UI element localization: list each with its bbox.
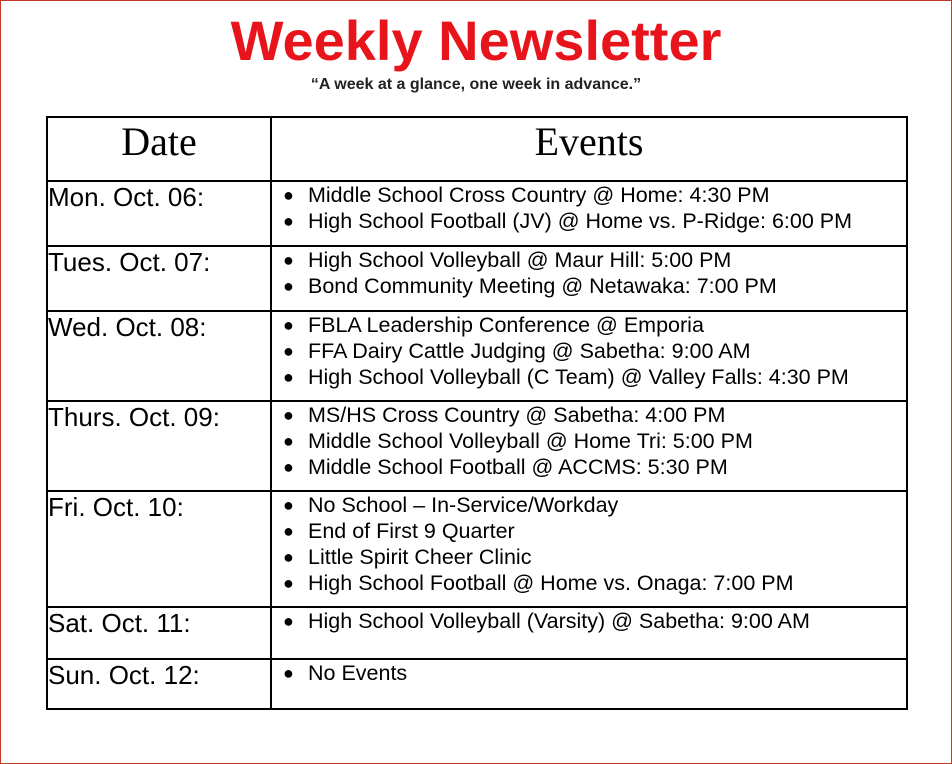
event-item [272,182,906,208]
bullet-icon: ● [283,521,294,541]
events-cell [271,607,907,659]
events-column-header: Events [271,117,907,181]
bullet-icon: ● [283,276,294,296]
table-row [47,491,907,607]
table-row [47,659,907,709]
bullet-icon: ● [283,185,294,205]
table-header-row [47,117,907,181]
event-item [272,608,906,634]
event-item [272,570,906,596]
event-text: FBLA Leadership Conference @ Emporia [308,313,704,337]
event-item [272,364,906,390]
table-row [47,181,907,246]
table-row [47,311,907,401]
date-cell: Tues. Oct. 07: [47,246,271,311]
date-cell: Sun. Oct. 12: [47,659,271,709]
event-text: High School Football @ Home vs. Onaga: 7:00 PM [308,571,794,595]
event-item [272,492,906,518]
bullet-icon: ● [283,211,294,231]
event-list [272,312,906,390]
event-text: Middle School Cross Country @ Home: 4:30 PM [308,183,770,207]
bullet-icon: ● [283,367,294,387]
date-cell: Fri. Oct. 10: [47,491,271,607]
events-cell [271,311,907,401]
events-cell [271,181,907,246]
event-list [272,492,906,596]
event-item [272,338,906,364]
table-row [47,246,907,311]
date-cell: Wed. Oct. 08: [47,311,271,401]
event-text: Middle School Football @ ACCMS: 5:30 PM [308,455,728,479]
event-item [272,518,906,544]
table-row [47,607,907,659]
event-list [272,247,906,299]
event-item [272,454,906,480]
events-table [46,116,908,710]
event-text: High School Volleyball @ Maur Hill: 5:00 PM [308,248,732,272]
events-cell [271,401,907,491]
events-cell [271,491,907,607]
bullet-icon: ● [283,341,294,361]
event-list [272,660,906,686]
event-text: High School Volleyball (Varsity) @ Sabetha: 9:00 AM [308,609,810,633]
event-item [272,402,906,428]
bullet-icon: ● [283,611,294,631]
event-item [272,208,906,234]
date-cell: Sat. Oct. 11: [47,607,271,659]
date-column-header: Date [47,117,271,181]
event-item [272,428,906,454]
event-item [272,312,906,338]
event-item [272,660,906,686]
bullet-icon: ● [283,250,294,270]
event-text: High School Volleyball (C Team) @ Valley Falls: 4:30 PM [308,365,849,389]
event-item [272,273,906,299]
event-list [272,608,906,634]
event-item [272,247,906,273]
bullet-icon: ● [283,431,294,451]
bullet-icon: ● [283,663,294,683]
events-cell [271,659,907,709]
event-text: MS/HS Cross Country @ Sabetha: 4:00 PM [308,403,726,427]
bullet-icon: ● [283,573,294,593]
event-text: No Events [308,661,408,685]
event-list [272,402,906,480]
event-item [272,544,906,570]
event-text: Little Spirit Cheer Clinic [308,545,532,569]
events-cell [271,246,907,311]
event-text: Bond Community Meeting @ Netawaka: 7:00 PM [308,274,777,298]
bullet-icon: ● [283,405,294,425]
newsletter-title: Weekly Newsletter [230,9,722,72]
bullet-icon: ● [283,547,294,567]
bullet-icon: ● [283,495,294,515]
date-cell: Thurs. Oct. 09: [47,401,271,491]
event-list [272,182,906,234]
event-text: No School – In-Service/Workday [308,493,619,517]
date-cell: Mon. Oct. 06: [47,181,271,246]
newsletter-subtitle: “A week at a glance, one week in advance.” [310,76,642,93]
event-text: Middle School Volleyball @ Home Tri: 5:00 PM [308,429,753,453]
event-text: FFA Dairy Cattle Judging @ Sabetha: 9:00 AM [308,339,751,363]
event-text: High School Football (JV) @ Home vs. P-Ridge: 6:00 PM [308,209,853,233]
bullet-icon: ● [283,315,294,335]
bullet-icon: ● [283,457,294,477]
table-row [47,401,907,491]
event-text: End of First 9 Quarter [308,519,515,543]
